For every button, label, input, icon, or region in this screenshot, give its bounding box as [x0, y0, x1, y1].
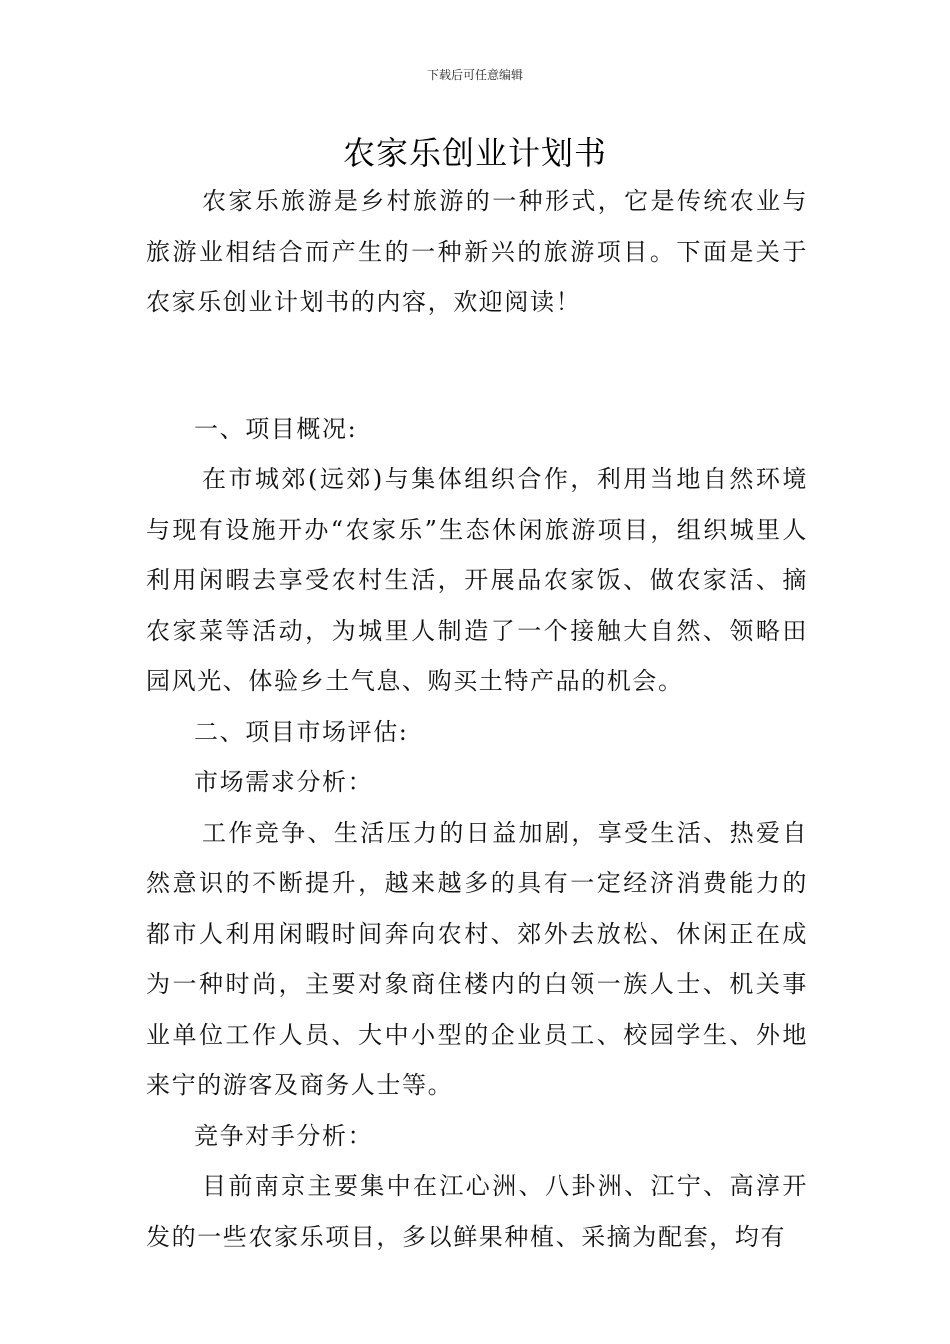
demand-heading: 市场需求分析：: [194, 768, 374, 796]
competitor-heading: 竞争对手分析：: [194, 1121, 374, 1150]
demand-paragraph: 工作竞争、生活压力的日益加剧，享受生活、热爱自然意识的不断提升，越来越多的具有一定经济消费能力的都市人利用闲暇时间奔向农村、郊外去放松、休闲正在成为一种时尚，主要对象商住楼内的白领一族人士、机关事业单位工作人员、大中小型的企业员工、校园学生、外地来宁的游客及商务人士等。: [146, 818, 808, 1099]
header-note: 下载后可任意编辑: [426, 68, 523, 82]
section2-heading: 二、项目市场评估:: [194, 717, 409, 746]
section1-heading: 一、项目概况:: [194, 414, 358, 443]
document-title: 农家乐创业计划书: [342, 134, 607, 172]
intro-paragraph: 农家乐旅游是乡村旅游的一种形式，它是传统农业与旅游业相结合而产生的一种新兴的旅游项目。下面是关于农家乐创业计划书的内容，欢迎阅读！: [146, 187, 808, 316]
paragraph-gap: [146, 328, 808, 404]
section1-paragraph: 在市城郊(远郊)与集体组织合作，利用当地自然环境与现有设施开办“农家乐”生态休闲旅游项目，组织城里人利用闲暇去享受农村生活，开展品农家饭、做农家活、摘农家菜等活动，为城里人制造了一个接触大自然、领略田园风光、体验乡土气息、购买土特产品的机会。: [146, 465, 808, 695]
competitor-paragraph: 目前南京主要集中在江心洲、八卦洲、江宁、高淳开发的一些农家乐项目，多以鲜果种植、采摘为配套，均有: [146, 1172, 808, 1251]
document-body: [146, 176, 808, 1262]
